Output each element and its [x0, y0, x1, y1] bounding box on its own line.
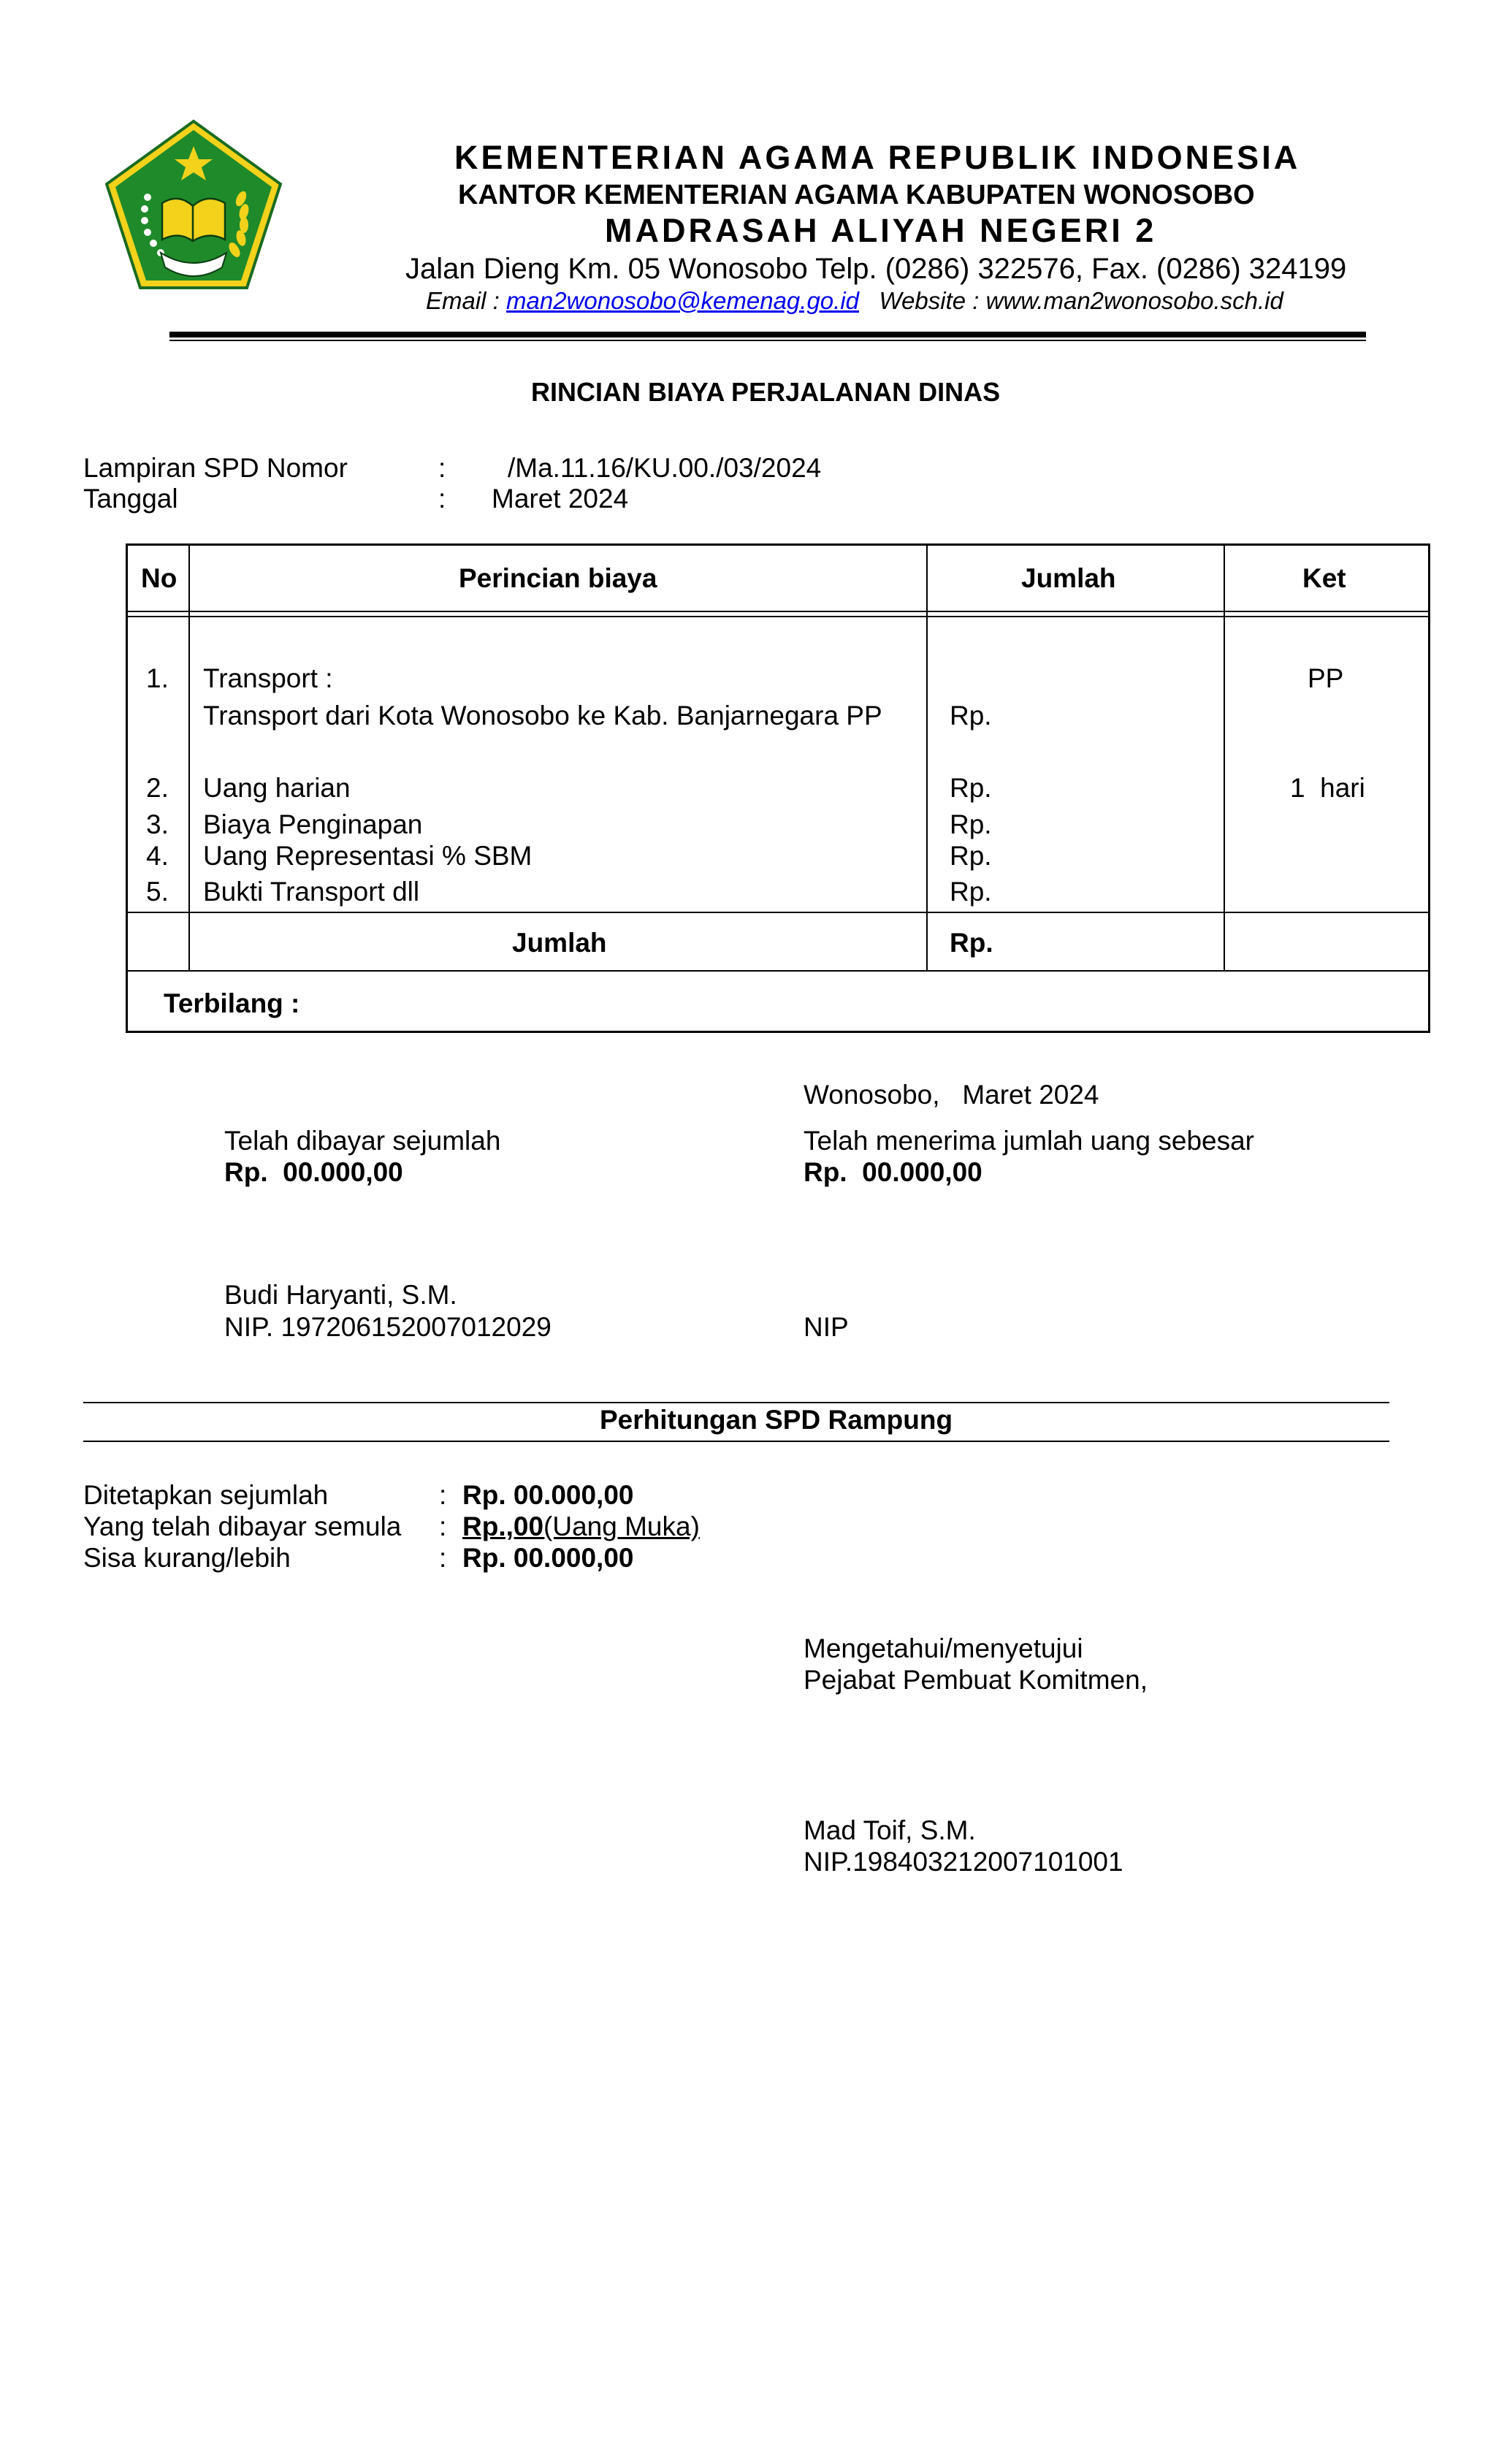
- contact-line: [426, 287, 1283, 315]
- table-row-desc: Uang Representasi % SBM: [203, 841, 533, 871]
- date-label: Tanggal: [83, 484, 178, 514]
- table-row-amount: Rp.: [950, 809, 992, 839]
- total-divider: [126, 912, 1430, 913]
- document-title: RINCIAN BIAYA PERJALANAN DINAS: [531, 377, 1001, 407]
- paid-line: Telah dibayar sejumlah: [224, 1126, 501, 1156]
- table-row-note: 1 hari: [1290, 773, 1365, 803]
- rampung-value: Rp. 00.000,00: [462, 1480, 634, 1510]
- place-date: Wonosobo, Maret 2024: [804, 1080, 1099, 1110]
- approver-nip: NIP.198403212007101001: [804, 1847, 1123, 1877]
- table-row-no: 4.: [146, 841, 169, 871]
- th-desc: Perincian biaya: [459, 563, 657, 593]
- received-line: Telah menerima jumlah uang sebesar: [804, 1126, 1255, 1156]
- recipient-nip: NIP: [804, 1312, 849, 1342]
- rampung-advance: [462, 1511, 700, 1542]
- table-row-amount: Rp.: [950, 877, 992, 907]
- rampung-label: Yang telah dibayar semula: [83, 1511, 402, 1541]
- approval-line-1: Mengetahui/menyetujui: [804, 1633, 1083, 1663]
- approval-line-2: Pejabat Pembuat Komitmen,: [804, 1665, 1148, 1695]
- approver-name: Mad Toif, S.M.: [804, 1815, 976, 1845]
- header-divider: [126, 611, 1430, 612]
- treasurer-nip: NIP. 197206152007012029: [224, 1312, 552, 1342]
- terbilang-label: Terbilang :: [164, 988, 300, 1018]
- header-rule-thin: [169, 340, 1366, 341]
- th-no: No: [141, 563, 178, 593]
- rampung-label: Sisa kurang/lebih: [83, 1543, 291, 1573]
- school-name: MADRASAH ALIYAH NEGERI 2: [605, 212, 1157, 249]
- website-text: Website : www.man2wonosobo.sch.id: [879, 287, 1283, 314]
- date-value: Maret 2024: [492, 484, 629, 514]
- col-divider: [188, 543, 190, 972]
- email-link[interactable]: man2wonosobo@kemenag.go.id: [506, 287, 860, 314]
- table-row-amount: Rp.: [950, 773, 992, 803]
- table-row-desc: Uang harian: [203, 773, 351, 803]
- office-name: KANTOR KEMENTERIAN AGAMA KABUPATEN WONOSOBO: [458, 180, 1255, 210]
- date-colon: :: [438, 484, 446, 514]
- table-row-no: 1.: [146, 663, 169, 693]
- spd-colon: :: [438, 453, 446, 483]
- rampung-colon: :: [439, 1480, 447, 1510]
- table-row-desc: Bukti Transport dll: [203, 877, 420, 907]
- ministry-name: KEMENTERIAN AGAMA REPUBLIK INDONESIA: [454, 139, 1301, 176]
- table-row-no: 2.: [146, 773, 169, 803]
- th-amount: Jumlah: [1021, 563, 1116, 593]
- treasurer-name: Budi Haryanti, S.M.: [224, 1280, 457, 1310]
- header-divider: [126, 616, 1430, 617]
- rampung-rule-bottom: [83, 1441, 1389, 1442]
- table-row-desc: Biaya Penginapan: [203, 809, 423, 839]
- rampung-rule-top: [83, 1402, 1389, 1403]
- table-row-desc: Transport :: [203, 663, 333, 693]
- school-address: Jalan Dieng Km. 05 Wonosobo Telp. (0286) 322576, Fax. (0286) 324199: [405, 253, 1347, 285]
- paid-amount: Rp. 00.000,00: [224, 1157, 403, 1187]
- rampung-colon: :: [439, 1543, 447, 1573]
- col-divider: [1224, 543, 1225, 972]
- rampung-suffix: (Uang Muka): [543, 1511, 700, 1541]
- rampung-title: Perhitungan SPD Rampung: [600, 1405, 953, 1435]
- kemenag-logo: [102, 117, 285, 292]
- col-divider: [926, 543, 928, 972]
- table-row-amount: Rp.: [950, 841, 992, 871]
- spd-label: Lampiran SPD Nomor: [83, 453, 348, 483]
- th-note: Ket: [1302, 563, 1346, 593]
- table-row-no: 3.: [146, 809, 169, 839]
- table-row-note: PP: [1308, 663, 1344, 693]
- total-amount: Rp.: [950, 928, 993, 958]
- table-row-desc: Transport dari Kota Wonosobo ke Kab. Banjarnegara PP: [203, 701, 882, 731]
- spd-number: /Ma.11.16/KU.00./03/2024: [508, 453, 822, 483]
- header-rule-thick: [169, 332, 1366, 337]
- rampung-label: Ditetapkan sejumlah: [83, 1480, 329, 1510]
- terbilang-divider: [126, 970, 1430, 972]
- rampung-value: Rp. 00.000,00: [462, 1543, 634, 1573]
- total-label: Jumlah: [512, 928, 607, 958]
- rampung-colon: :: [439, 1511, 447, 1541]
- rampung-value: Rp.,00: [462, 1511, 544, 1541]
- received-amount: Rp. 00.000,00: [804, 1157, 982, 1187]
- table-row-amount: Rp.: [950, 701, 992, 731]
- table-row-no: 5.: [146, 877, 169, 907]
- email-label: Email :: [426, 287, 507, 314]
